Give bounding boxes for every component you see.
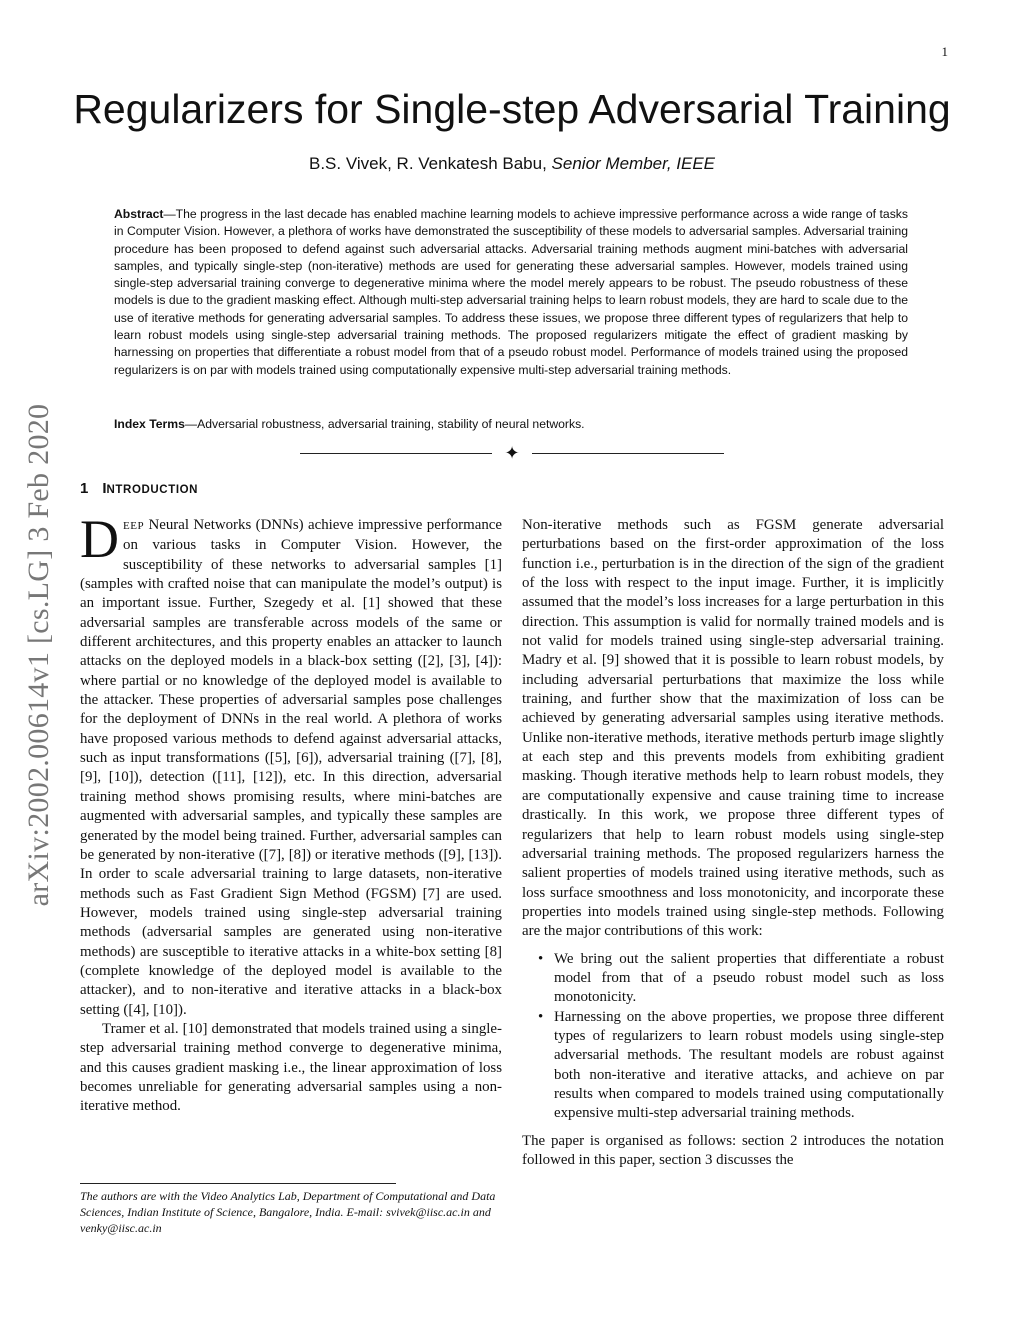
abstract-label: Abstract bbox=[114, 207, 164, 221]
intro-paragraph-2: Tramer et al. [10] demonstrated that models trained using a single-step adversarial training method converge to degenerative minima, and this causes gradient masking i.e., the linear approximation of loss becomes unreliable for generating adversarial samples using a non-iterative method. bbox=[80, 1020, 502, 1115]
bullet-icon: • bbox=[538, 1008, 544, 1025]
intro-paragraph-1-text: Neural Networks (DNNs) achieve impressive performance on various tasks in Computer Vision. However, the susceptibility of these networks to adversarial samples [1] (samples with crafted noise that can manipulate the model’s output) is an important issue. Further, Szegedy et al. [1] showed that these adversarial samples are transferable across models of the same or different architectures, and this property enables an attacker to launch attacks on the deployed models in a black-box setting ([2], [3], [4]): where partial or no knowledge of the deployed model is available to the attacker. These properties of adversarial samples pose challenges for the deployment of DNNs in the real world. A plethora of works have proposed various methods to defend against adversarial attacks, such as input transformations ([5], [6]), adversarial training ([7], [8], [9], [10]), detection ([11], [12]), etc. In this direction, adversarial training method shows promising results, where mini-batches are augmented with adversarial samples, and typically these samples are generated by the model being trained. Further, adversarial samples can be generated by non-iterative ([7], [8]) or iterative methods ([9], [13]). In order to scale adversarial training to large datasets, non-iterative methods such as Fast Gradient Sign Method (FGSM) [7] are used. However, models trained using single-step adversarial training methods (adversarial samples are generated using non-iterative methods) are susceptible to iterative attacks in a white-box setting [8] (complete knowledge of the deployed model is available to the attacker), and to non-iterative and iterative attacks in a black-box setting ([4], [10]). bbox=[80, 517, 502, 1018]
abstract-text: —The progress in the last decade has enabled machine learning models to achieve impressive performance across a wide range of tasks in Computer Vision. However, a plethora of works have demonstrated the susceptibility of these models to adversarial samples. Adversarial training procedure has been proposed to defend against such adversarial attacks. Adversarial training methods augment mini-batches with adversarial samples, and typically single-step (non-iterative) methods are used for generating these adversarial samples. However, models trained using single-step adversarial training converge to degenerative minima where the model merely appears to be robust. The pseudo robustness of these models is due to the gradient masking effect. Although multi-step adversarial training helps to learn robust models, they are hard to scale due to the use of iterative methods for generating adversarial samples. To address these issues, we propose three different types of regularizers that help to learn robust models using single-step adversarial training methods. The proposed regularizers mitigate the effect of gradient masking by harnessing on properties that differentiate a robust model from that of a pseudo robust model. Performance of models trained using the proposed regularizers is on par with models trained using computationally expensive multi-step adversarial training methods. bbox=[114, 207, 908, 377]
section-title-rest: NTRODUCTION bbox=[106, 484, 199, 496]
paper-title: Regularizers for Single-step Adversarial Training bbox=[73, 86, 951, 132]
left-column bbox=[80, 509, 502, 1117]
intro-paragraph-4: The paper is organised as follows: section 2 introduces the notation followed in this paper, section 3 discusses the bbox=[522, 1132, 944, 1168]
index-terms-text: —Adversarial robustness, adversarial training, stability of neural networks. bbox=[184, 417, 585, 431]
list-item-text: Harnessing on the above properties, we propose three different types of regularizers to learn robust models using single-step adversarial methods. The resultant models are robust against both non-iterative and iterative attacks, and achieve on par results when compared to models trained using computationally expensive multi-step adversarial training methods. bbox=[554, 1008, 944, 1122]
index-terms bbox=[114, 416, 908, 433]
divider-diamond-icon: ✦ bbox=[504, 443, 520, 464]
bullet-icon: • bbox=[538, 950, 544, 967]
abstract bbox=[114, 206, 908, 379]
footnote-rule bbox=[80, 1183, 396, 1184]
arxiv-sidebar-stamp bbox=[16, 360, 62, 950]
list-item-text: We bring out the salient properties that differentiate a robust model from that of a pseudo robust model such as loss monotonicity. bbox=[554, 950, 944, 1006]
intro-paragraph-3: Non-iterative methods such as FGSM generate adversarial perturbations based on the first-order approximation of the loss function i.e., perturbation is in the direction of the sign of the gradient of the loss with respect to the input image. Further, it is implicitly assumed that the model’s loss increases for a large perturbation in this direction. This assumption is valid for normally trained models and is not valid for models trained using single-step adversarial training. Madry et al. [9] showed that it is possible to learn robust models, by including adversarial perturbations that maximize the loss while training, and further show that the maximization of loss can be achieved by generating adversarial samples using iterative methods. Unlike non-iterative methods, iterative methods perturb image slightly at each step and this prevents models from exhibiting gradient masking. Though iterative methods help to learn robust models, they are computationally expensive and cause training time to increase drastically. In this work, we propose three different types of regularizers that help to learn robust models using single-step adversarial training methods. The proposed regularizers harness the salient properties of models trained using iterative methods, such as loss surface smoothness and loss monotonicity, and incorporate these properties into models trained using single-step methods. Following are the major contributions of this work: bbox=[522, 517, 944, 940]
divider-line-left bbox=[300, 453, 492, 454]
page-number: 1 bbox=[941, 44, 948, 59]
arxiv-id: arXiv:2002.00614v1 [cs.LG] 3 Feb 2020 bbox=[22, 403, 55, 907]
contributions-list bbox=[522, 950, 944, 1124]
section-divider bbox=[300, 444, 724, 464]
intro-paragraph-1 bbox=[80, 509, 502, 1020]
author-names: B.S. Vivek, R. Venkatesh Babu, bbox=[308, 154, 552, 173]
list-item bbox=[522, 1008, 944, 1124]
lead-small-caps: EEP bbox=[123, 520, 145, 532]
divider-line-right bbox=[532, 453, 724, 454]
right-column bbox=[522, 516, 944, 1170]
dropcap-letter: D bbox=[80, 509, 119, 569]
authors-line bbox=[60, 154, 964, 174]
footnote-affiliation: The authors are with the Video Analytics Lab, Department of Computational and Data Sciences, Indian Institute of Science, Bangalore, India. E-mail: svivek@iisc.ac.in and venky@iisc.ac.in bbox=[80, 1189, 496, 1236]
section-number: 1 bbox=[80, 480, 89, 497]
section-heading-introduction bbox=[80, 480, 380, 497]
index-terms-label: Index Terms bbox=[114, 417, 185, 431]
section-title-first-letter: I bbox=[102, 480, 107, 497]
author-role: Senior Member, IEEE bbox=[551, 154, 716, 173]
list-item bbox=[522, 950, 944, 1008]
